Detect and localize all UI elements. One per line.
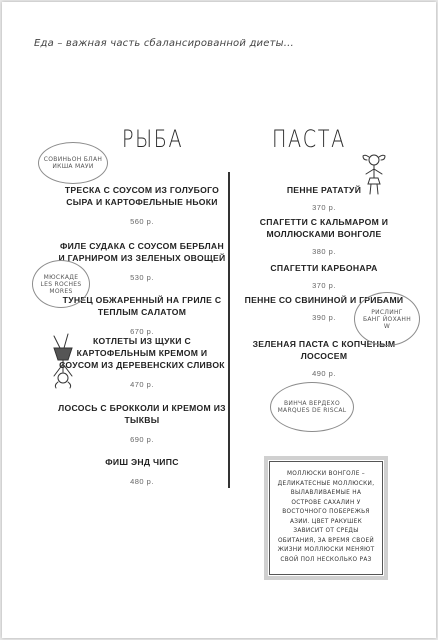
girl-doodle-icon — [354, 148, 394, 198]
dish-price: 370 р. — [312, 281, 336, 290]
wine-note-sauvignon: СОВИНЬОН БЛАН ИКША МАУИ — [38, 142, 108, 184]
dish-fish-5 — [56, 402, 228, 446]
dish-name: ЛОСОСЬ С БРОККОЛИ И КРЕМОМ ИЗ ТЫКВЫ — [58, 403, 226, 425]
dish-pasta-2 — [244, 216, 404, 258]
wine-note-verdejo: ВИНЧА ВЕРДЕХО MARQUES DE RISCAL — [270, 382, 354, 432]
column-divider — [228, 172, 230, 488]
dish-fish-1 — [56, 184, 228, 228]
dish-price: 390 р. — [312, 313, 336, 322]
dish-name: ПЕННЕ РАТАТУЙ — [286, 185, 362, 195]
dish-price: 690 р. — [130, 435, 154, 444]
wine-note-muscadet: МЮСКАДЕ LES ROCHES MORES — [32, 260, 90, 308]
dish-price: 670 р. — [130, 327, 154, 336]
dish-price: 370 р. — [312, 203, 336, 212]
dish-price: 380 р. — [312, 247, 336, 256]
dish-name: ЗЕЛЕНАЯ ПАСТА С КОПЧЕНЫМ ЛОСОСЕМ — [252, 339, 396, 361]
wine-note-riesling: РИСЛИНГ БАНГ ЙОХАНН W — [354, 292, 420, 346]
child-handstand-doodle-icon — [42, 332, 82, 390]
menu-page — [2, 2, 436, 638]
dish-name: ТРЕСКА С СОУСОМ ИЗ ГОЛУБОГО СЫРА И КАРТОФЕЛЬНЫЕ НЬОКИ — [64, 185, 220, 207]
dish-price: 470 р. — [130, 380, 154, 389]
dish-name: ФИЛЕ СУДАКА С СОУСОМ БЕРБЛАН И ГАРНИРОМ ИЗ ЗЕЛЕНЫХ ОВОЩЕЙ — [58, 241, 226, 263]
dish-price: 530 р. — [130, 273, 154, 282]
dish-price: 560 р. — [130, 217, 154, 226]
dish-name: ПЕННЕ СО СВИНИНОЙ И ГРИБАМИ — [244, 295, 404, 305]
dish-price: 480 р. — [130, 477, 154, 486]
dish-pasta-3 — [244, 262, 404, 292]
dish-price: 490 р. — [312, 369, 336, 378]
fish-section-title: РЫБА — [122, 125, 184, 153]
dish-name: ФИШ ЭНД ЧИПС — [105, 457, 179, 467]
dish-fish-6 — [56, 456, 228, 488]
dish-name: СПАГЕТТИ С КАЛЬМАРОМ И МОЛЛЮСКАМИ ВОНГОЛЕ — [259, 217, 389, 239]
dish-name: ТУНЕЦ ОБЖАРЕННЫЙ НА ГРИЛЕ С ТЕПЛЫМ САЛАТОМ — [62, 295, 222, 317]
tagline: Еда – важная часть сбалансированной диеты... — [34, 38, 294, 49]
vongole-info-box: МОЛЛЮСКИ ВОНГОЛЕ – ДЕЛИКАТЕСНЫЕ МОЛЛЮСКИ, ВЫЛАВЛИВАЕМЫЕ НА ОСТРОВЕ САХАЛИН У ВОСТОЧНОГО ПОБЕРЕЖЬЯ АЗИИ. ЦВЕТ РАКУШЕК ЗАВИСИТ ОТ СРЕДЫ ОБИТАНИЯ, ЗА ВРЕМЯ СВОЕЙ ЖИЗНИ МОЛЛЮСКИ МЕНЯЮТ СВОЙ ПОЛ НЕСКОЛЬКО РАЗ — [264, 456, 388, 580]
dish-name: СПАГЕТТИ КАРБОНАРА — [270, 263, 378, 273]
pasta-section-title: ПАСТА — [272, 125, 346, 153]
dish-name: КОТЛЕТЫ ИЗ ЩУКИ С КАРТОФЕЛЬНЫМ КРЕМОМ И СОУСОМ ИЗ ДЕРЕВЕНСКИХ СЛИВОК — [59, 336, 225, 370]
